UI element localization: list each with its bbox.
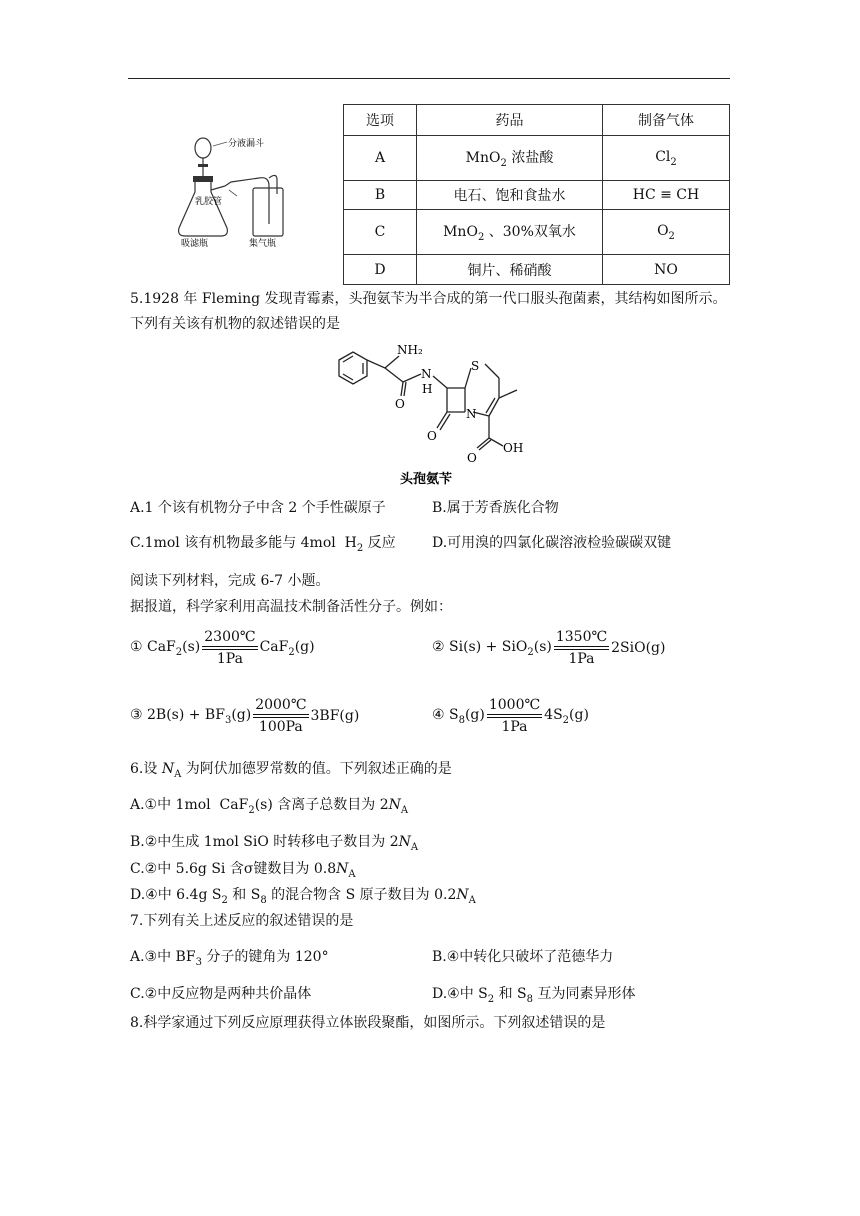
- row-c-drug: MnO$_2$ 、30%双氧水: [417, 210, 603, 255]
- reaction-4-cond-up: 1000℃: [488, 697, 541, 713]
- row-a-option: A: [344, 136, 417, 181]
- o-acid-label: O: [467, 451, 477, 465]
- h-label: H: [422, 382, 433, 396]
- s-label: S: [471, 359, 480, 373]
- reaction-4-cond-down: 1Pa: [501, 719, 528, 735]
- q6-stem: 6.设 $N_A$ 为阿伏加德罗常数的值。下列叙述正确的是: [130, 761, 452, 780]
- bottle-label: 集气瓶: [249, 239, 277, 248]
- q8-stem: 8.科学家通过下列反应原理获得立体嵌段聚酯，如图所示。下列叙述错误的是: [130, 1015, 606, 1031]
- header-option: 选项: [344, 105, 417, 136]
- row-d-gas: NO: [603, 255, 730, 285]
- q6-option-a: A.①中 1mol CaF$_2$(s) 含离子总数目为 $2N_A$: [130, 797, 409, 816]
- reaction-2-left: ② Si(s) + SiO$_2$(s): [432, 638, 552, 658]
- apparatus-figure: [165, 128, 305, 248]
- reaction-1: [130, 628, 315, 668]
- reaction-2-cond-down: 1Pa: [568, 651, 595, 667]
- row-b-option: B: [344, 181, 417, 210]
- reading-line1: 阅读下列材料，完成 6-7 小题。: [130, 573, 330, 589]
- o-amide-label: O: [395, 397, 405, 411]
- reading-line2: 据报道，科学家利用高温技术制备活性分子。例如：: [130, 599, 452, 615]
- q7-option-c: C.②中反应物是两种共价晶体: [130, 986, 312, 1002]
- row-a-drug: MnO$_2$ 浓盐酸: [417, 136, 603, 181]
- options-table: [343, 104, 730, 285]
- reaction-1-right: CaF$_2$(g): [259, 638, 315, 658]
- row-d-option: D: [344, 255, 417, 285]
- q5-line2: 下列有关该有机物的叙述错误的是: [130, 316, 340, 332]
- q6-option-d: D.④中 6.4g $S_2$ 和 $S_8$ 的混合物含 S 原子数目为 $0.2N_A$: [130, 887, 476, 906]
- reaction-2: [432, 628, 665, 668]
- structure-caption: 头孢氨苄: [400, 472, 453, 487]
- header-drug: 药品: [417, 105, 603, 136]
- reaction-4-left: ④ $S_8(g)$: [432, 706, 485, 726]
- funnel-label: 分液漏斗: [228, 139, 265, 149]
- cefalexin-structure: [325, 338, 545, 488]
- flask-label: 吸滤瓶: [181, 239, 209, 248]
- reaction-3-right: 3BF(g): [310, 708, 360, 724]
- header-gas: 制备气体: [603, 105, 730, 136]
- tube-label: 乳胶管: [195, 197, 223, 207]
- row-d-drug: 铜片、稀硝酸: [417, 255, 603, 285]
- q7-option-d: D.④中 $S_2$ 和 $S_8$ 互为同素异形体: [432, 986, 636, 1005]
- reaction-1-cond-up: 2300℃: [204, 629, 256, 645]
- header-rule: [128, 78, 730, 79]
- reaction-4-right: $4S_2(g)$: [544, 706, 589, 726]
- o-lactam-label: O: [427, 429, 437, 443]
- q7-option-a: A.③中 $BF_3$ 分子的键角为 120°: [130, 949, 329, 968]
- row-a-gas: $Cl_2$: [603, 136, 730, 181]
- reaction-3-cond-up: 2000℃: [255, 697, 307, 713]
- q5-line1: 5.1928 年 Fleming 发现青霉素，头孢氨苄为半合成的第一代口服头孢菌素，其结构如图所示。: [130, 291, 727, 307]
- q5-option-b: B.属于芳香族化合物: [432, 500, 559, 516]
- n-amide-label: N: [421, 367, 432, 381]
- reaction-3-cond-down: 100Pa: [258, 719, 303, 735]
- row-c-gas: $O_2$: [603, 210, 730, 255]
- reaction-2-right: 2SiO(g): [611, 640, 666, 656]
- q5-option-c: C.1mol 该有机物最多能与 4mol $H_2$ 反应: [130, 535, 396, 554]
- row-b-drug: 电石、饱和食盐水: [417, 181, 603, 210]
- reaction-3-left: ③ $2B(s) + BF_3(g)$: [130, 706, 252, 726]
- row-b-gas: HC ≡ CH: [603, 181, 730, 210]
- n-ring-label: N: [466, 407, 477, 421]
- q5-option-a: A.1 个该有机物分子中含 2 个手性碳原子: [130, 500, 386, 516]
- reaction-4: [432, 696, 589, 736]
- q6-option-c: C.②中 5.6g Si 含σ键数目为 $0.8N_A$: [130, 861, 356, 880]
- reaction-1-left: ① CaF$_2$(s): [130, 638, 201, 658]
- oh-label: OH: [503, 441, 524, 455]
- row-c-option: C: [344, 210, 417, 255]
- q6-option-b: B.②中生成 1mol SiO 时转移电子数目为 $2N_A$: [130, 834, 419, 853]
- q7-stem: 7.下列有关上述反应的叙述错误的是: [130, 913, 354, 929]
- nh2-label: NH₂: [397, 343, 423, 357]
- q7-option-b: B.④中转化只破坏了范德华力: [432, 949, 614, 965]
- q5-option-d: D.可用溴的四氯化碳溶液检验碳碳双键: [432, 535, 672, 551]
- reaction-1-cond-down: 1Pa: [216, 651, 243, 667]
- reaction-3: [130, 696, 359, 736]
- reaction-2-cond-up: 1350℃: [555, 629, 608, 645]
